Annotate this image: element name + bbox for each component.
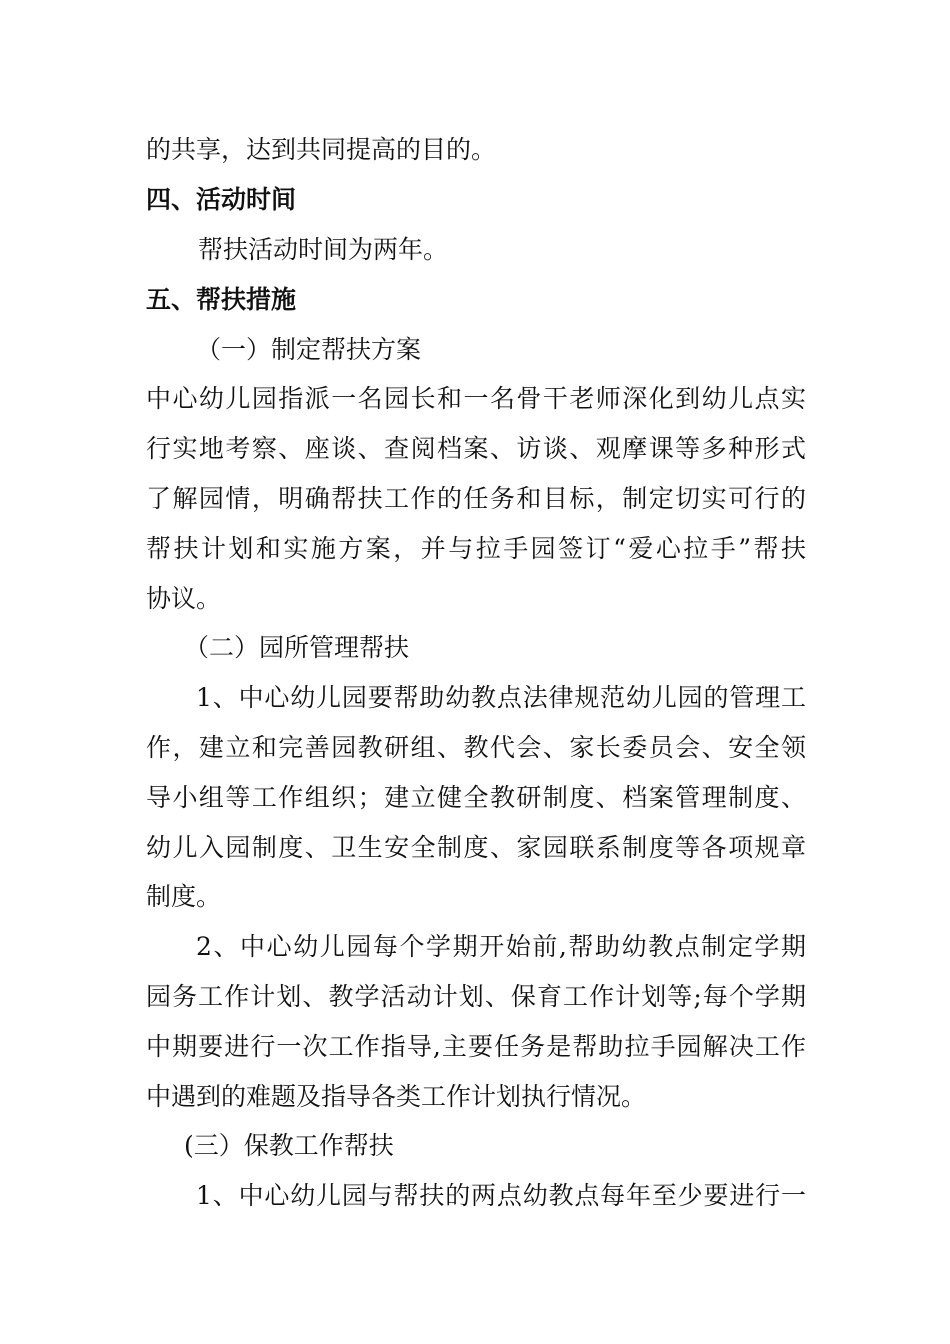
subheading-management: （二）园所管理帮扶 (184, 633, 410, 662)
plan-paragraph-line: 了解园情，明确帮扶工作的任务和目标，制定切实可行的 (146, 484, 806, 513)
subheading-education: (三）保教工作帮扶 (184, 1131, 394, 1160)
management-item-1-line: 制度。 (146, 882, 222, 911)
plan-paragraph-line: 行实地考察、座谈、查阅档案、访谈、观摩课等多种形式 (146, 434, 806, 463)
paragraph-continuation: 的共享，达到共同提高的目的。 (146, 135, 497, 164)
education-item-1-line: 1、中心幼儿园与帮扶的两点幼教点每年至少要进行一 (196, 1181, 806, 1210)
section-heading-activity-time: 四、活动时间 (146, 185, 297, 214)
management-item-1-line: 作，建立和完善园教研组、教代会、家长委员会、安全领 (146, 733, 806, 762)
management-item-1-line: 幼儿入园制度、卫生安全制度、家园联系制度等各项规章 (146, 833, 806, 862)
management-item-2-line: 园务工作计划、教学活动计划、保育工作计划等;每个学期 (146, 982, 806, 1011)
section-heading-measures: 五、帮扶措施 (146, 285, 297, 314)
management-item-1-line: 导小组等工作组织；建立健全教研制度、档案管理制度、 (146, 783, 806, 812)
management-item-1-line: 1、中心幼儿园要帮助幼教点法律规范幼儿园的管理工 (196, 683, 806, 712)
management-item-2-line: 2、中心幼儿园每个学期开始前,帮助幼教点制定学期 (196, 932, 806, 961)
plan-paragraph-line: 中心幼儿园指派一名园长和一名骨干老师深化到幼儿点实 (146, 384, 806, 413)
management-item-2-line: 中期要进行一次工作指导,主要任务是帮助拉手园解决工作 (146, 1032, 806, 1061)
subheading-plan: （一）制定帮扶方案 (196, 335, 422, 364)
management-item-2-line: 中遇到的难题及指导各类工作计划执行情况。 (146, 1082, 647, 1111)
plan-paragraph-line: 协议。 (146, 584, 222, 613)
activity-time-text: 帮扶活动时间为两年。 (198, 235, 449, 264)
plan-paragraph-line: 帮扶计划和实施方案，并与拉手园签订“爱心拉手”帮扶 (146, 534, 806, 563)
